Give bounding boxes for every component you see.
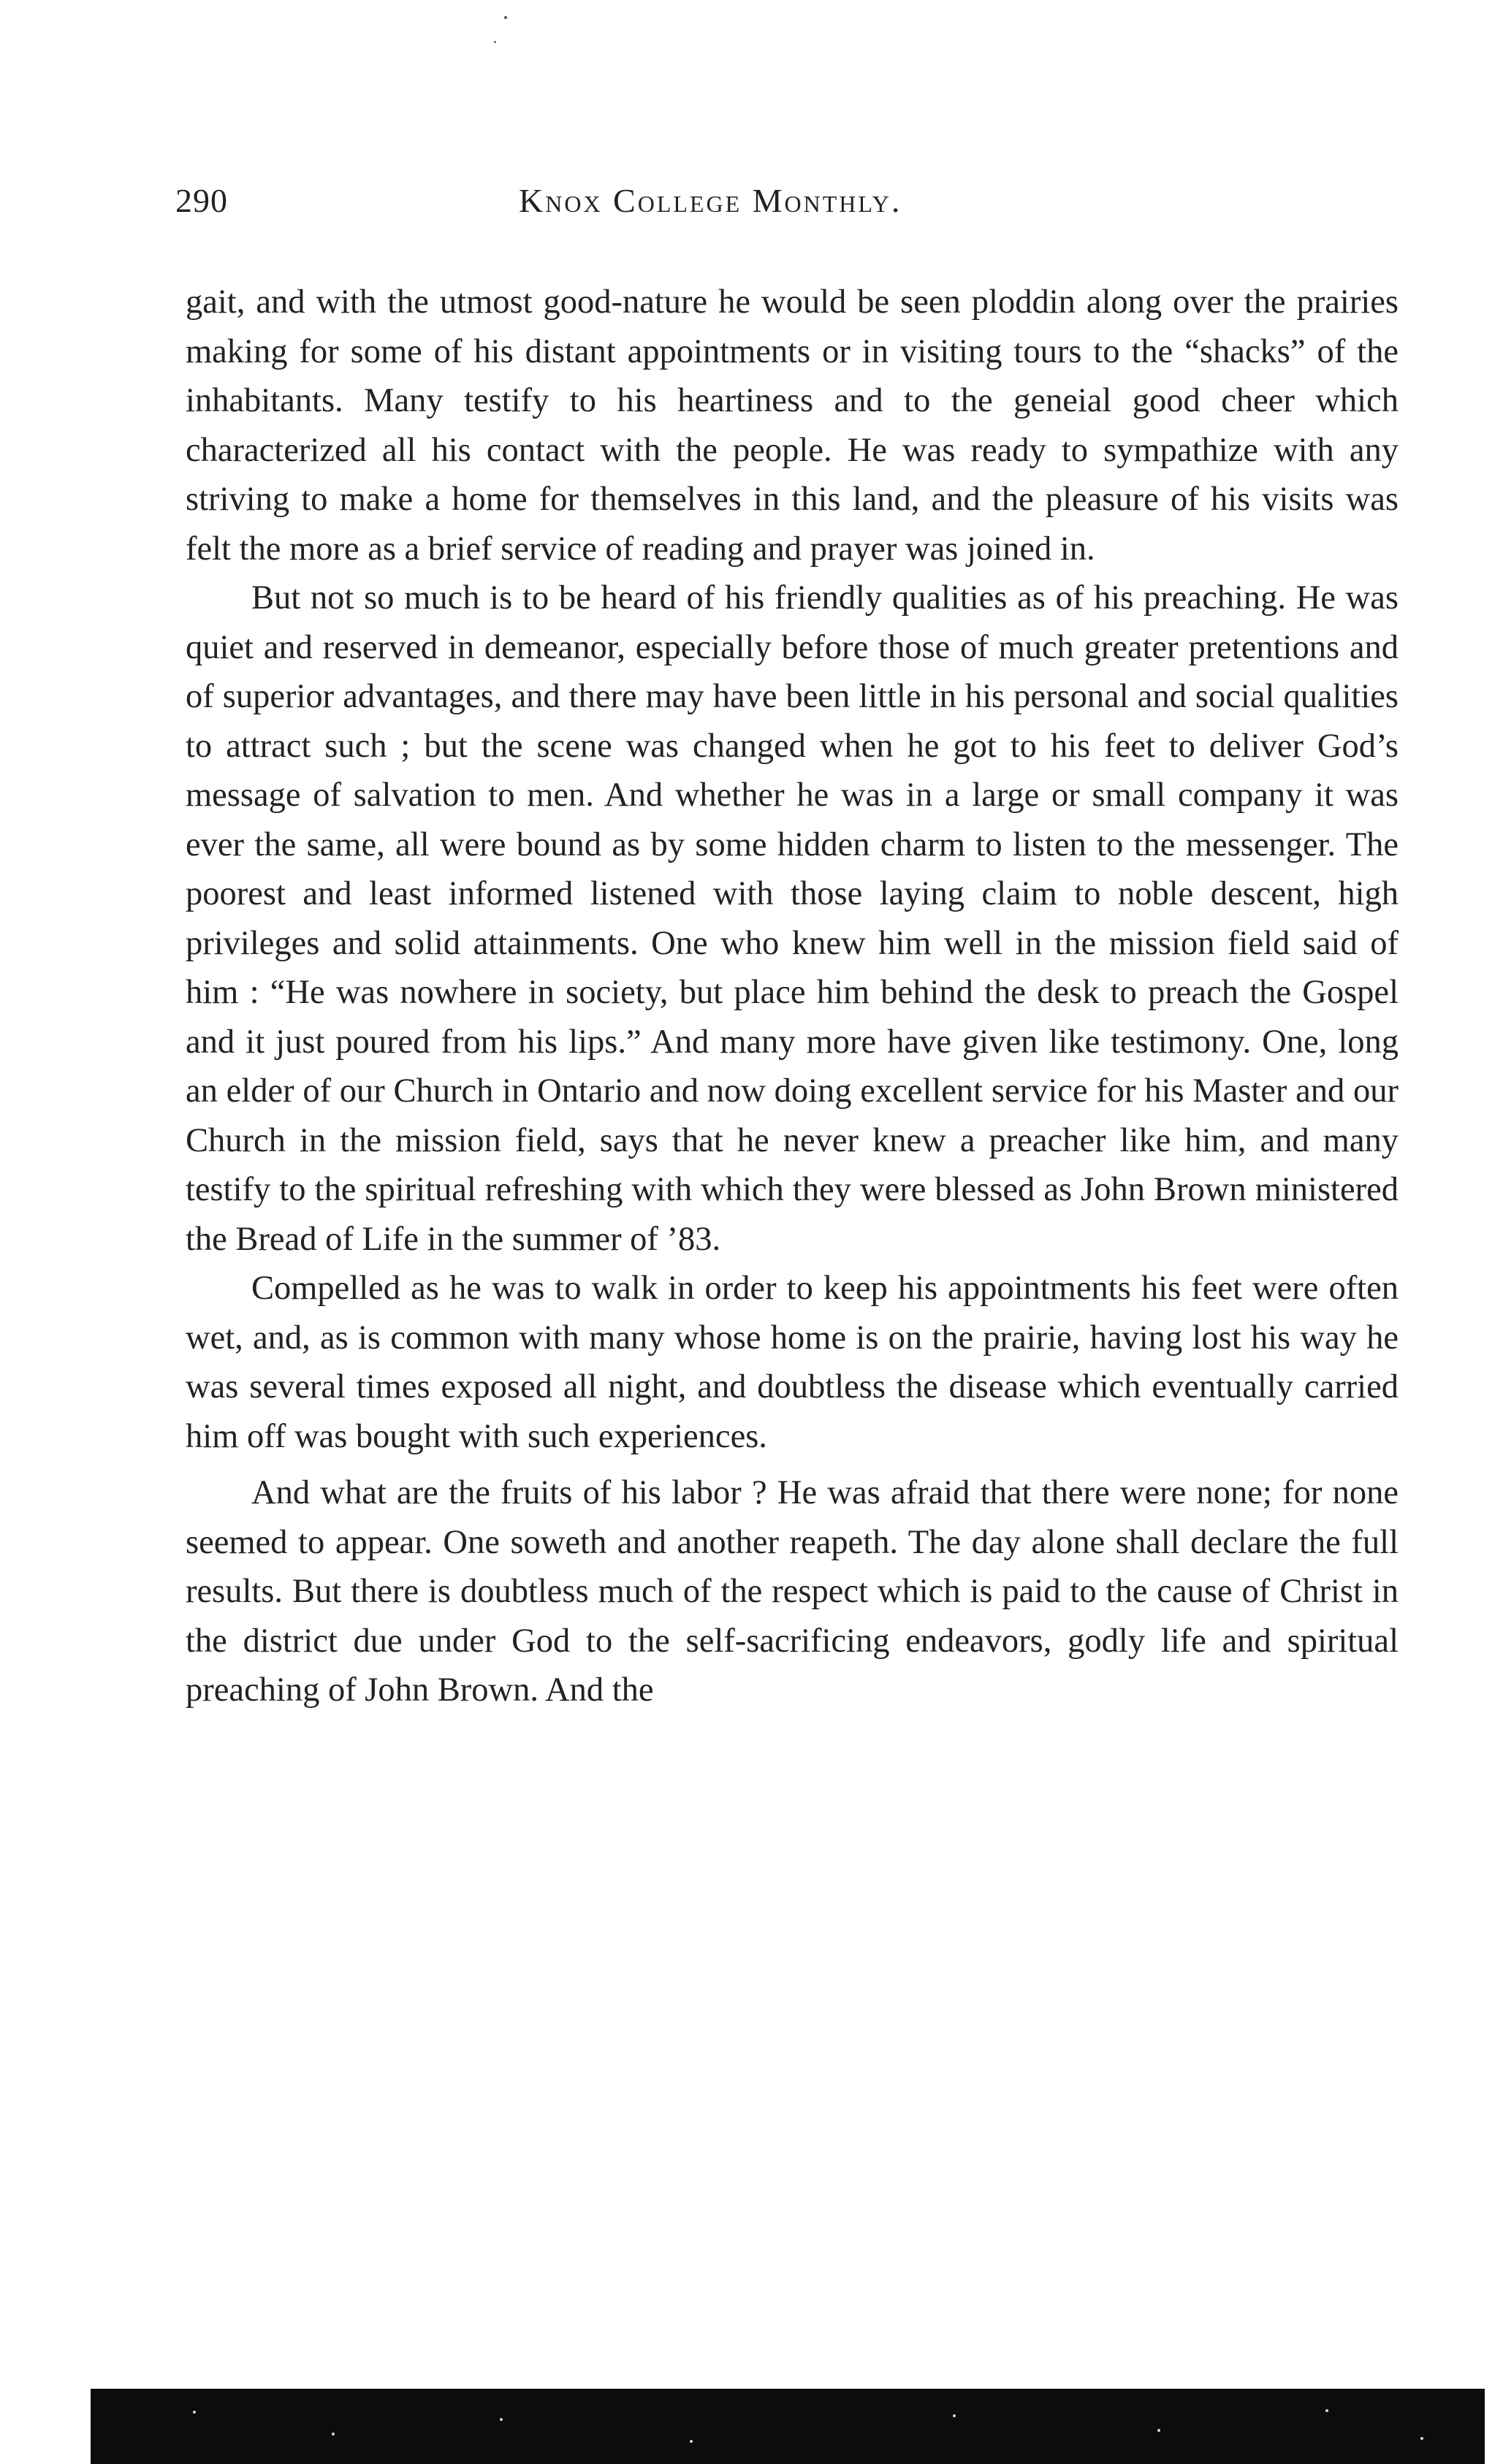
scan-noise-dot [953,2414,956,2417]
scan-noise-dot [1157,2429,1160,2432]
paragraph-hardships: Compelled as he was to walk in order to keep his appointments his feet were often wet, and, as is common with many whose home is on the prairie, having lost his way he was several times exposed all night, and doubtless the disease which eventually carried him off was bought with such experiences. [186,1270,1399,1455]
scan-speck [494,41,496,43]
scan-noise-dot [332,2433,335,2436]
journal-title: Knox College Monthly. [519,182,902,219]
body-text [186,278,1399,1715]
scan-noise-dot [690,2440,693,2443]
scan-noise-dot [1420,2437,1423,2440]
scan-bottom-edge [91,2389,1485,2464]
scan-noise-dot [193,2411,196,2414]
running-head [175,175,1403,226]
scan-noise-dot [500,2418,503,2421]
paragraph-fruits: And what are the fruits of his labor ? He was afraid that there were none; for none seemed to appear. One soweth and another reapeth. The day alone shall declare the full results. But there is doubtless much of the respect which is paid to the cause of Christ in the district due under God to the self-sacrificing endeavors, godly life and spiritual preaching of John Brown. And the [186,1474,1399,1709]
paragraph-preaching: But not so much is to be heard of his friendly qualities as of his preaching. He was quiet and reserved in demeanor, especially before those of much greater pretentions and of superior advantages, and there may have been little in his personal and social qualities to attract such ; but the scene was changed when he got to his feet to deliver God’s message of salvation to men. And whether he was in a large or small company it was ever the same, all were bound as by some hidden charm to listen to the messenger. The poorest and least informed listened with those laying claim to noble descent, high privileges and solid attainments. One who knew him well in the mission field said of him : “He was nowhere in society, but place him behind the desk to preach the Gospel and it just poured from his lips.” And many more have given like testimony. One, long an elder of our Church in Ontario and now doing excellent service for his Master and our Church in the mission field, says that he never knew a preacher like him, and many testify to the spiritual refreshing with which they were blessed as John Brown ministered the Bread of Life in the summer of ’83. [186,579,1399,1258]
scan-noise-dot [1325,2409,1328,2412]
paragraph-continuation: gait, and with the utmost good-nature he would be seen ploddin along over the prairies making for some of his distant appointments or in visiting tours to the “shacks” of the inhabitants. Many testify to his heartiness and to the geneial good cheer which characterized all his contact with the people. He was ready to sympathize with any striving to make a home for themselves in this land, and the pleasure of his visits was felt the more as a brief service of reading and prayer was joined in. [186,283,1399,568]
page-number: 290 [175,182,228,219]
scan-speck [504,16,507,19]
